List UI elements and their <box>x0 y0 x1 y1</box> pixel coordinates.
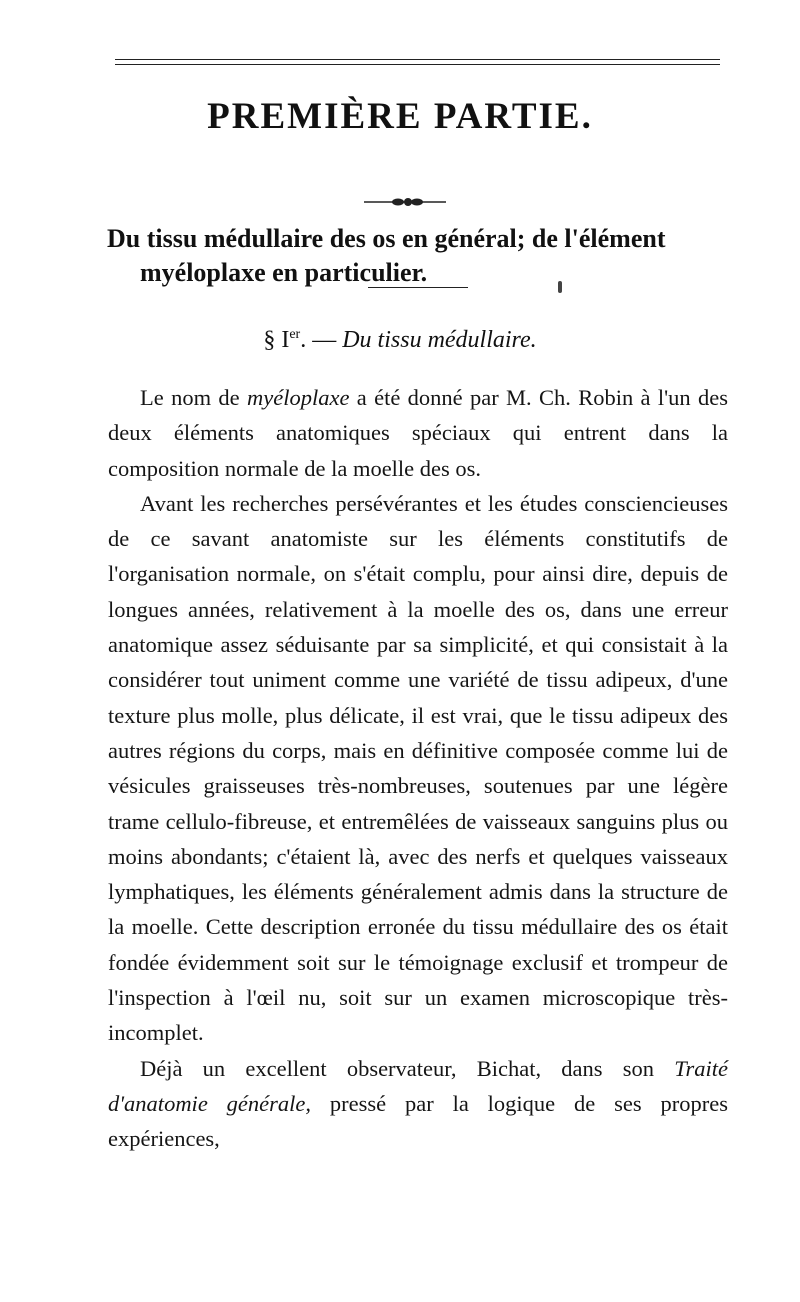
book-title-italic: Traité d'anatomie générale, <box>108 1055 728 1116</box>
section-ordinal: er <box>289 327 301 342</box>
section-symbol: § I <box>263 327 290 353</box>
paragraph-2: Avant les recherches persévérantes et les études consciencieuses de ce savant anatomiste sur les éléments constitutifs de l'organisation normale, on s'était complu, pour ainsi dire, depuis de longues années, relativement à la moelle des os, dans une erreur anatomique assez séduisante par sa simplicité, et qui consistait à la considérer tout uniment comme une variété de tissu adipeux, d'une texture plus molle, plus délicate, il est vrai, que le tissu adipeux des autres régions du corps, mais en définitive composée comme lui de vésicules graisseuses très-nombreuses, soutenues par une légère trame cellulo-fibreuse, et entremêlées de vaisseaux sanguins plus ou moins abondants; c'étaient là, avec des nerfs et quelques vaisseaux lymphatiques, les éléments généralement admis dans la structure de la moelle. Cette description erronée du tissu médullaire des os était fondée évidemment soit sur le témoignage exclusif et trompeur de l'inspection à l'œil nu, soit sur un examen microscopique très-incomplet. <box>108 490 728 1046</box>
print-mark <box>558 281 562 293</box>
section-divider <box>368 287 468 288</box>
paragraph-3-text: Déjà un excellent observateur, Bichat, dans son <box>140 1055 675 1081</box>
body-text <box>108 380 728 1157</box>
chapter-title-line2: myéloplaxe en particulier. <box>140 258 428 287</box>
term-myeloplaxe: myéloplaxe <box>246 385 350 410</box>
part-title: PREMIÈRE PARTIE. <box>207 96 593 137</box>
paragraph-1 <box>108 380 728 486</box>
section-heading <box>0 327 800 354</box>
chapter-title-line1: Du tissu médullaire des os en général; de l'élément <box>107 224 666 253</box>
paragraph-3-text-cont: pressé par la logique de ses propres expériences, <box>108 1090 728 1152</box>
chapter-title <box>107 222 727 290</box>
top-rule-thin <box>115 64 720 65</box>
section-title: Du tissu médullaire. <box>342 327 537 353</box>
ornament-divider-icon <box>364 196 446 208</box>
section-dash: . — <box>300 327 343 353</box>
paragraph-1-text-cont: a été donné par M. Ch. Robin à l'un des deux éléments anatomiques spéciaux qui entrent dans la composition normale de la moelle des os. <box>108 385 729 481</box>
paragraph-1-text: Le nom de <box>140 385 247 410</box>
paragraph-3 <box>108 1051 728 1157</box>
top-rule-thick <box>115 59 720 60</box>
